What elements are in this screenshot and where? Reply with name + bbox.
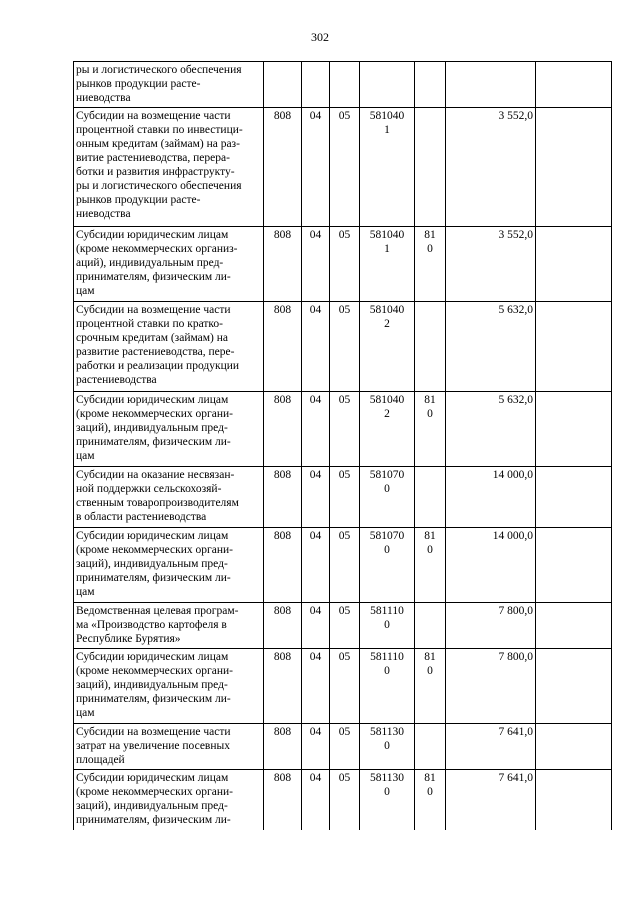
section-code: 04 [302, 227, 330, 302]
ministry-code: 808 [264, 302, 302, 392]
section-code: 04 [302, 603, 330, 649]
amount: 7 800,0 [446, 649, 536, 724]
ministry-code: 808 [264, 603, 302, 649]
expense-kind-code: 81 0 [415, 770, 446, 830]
row-description: ры и логистического обеспечения рынков продукции расте- ниеводства [74, 62, 264, 108]
table-row [74, 467, 612, 528]
empty-cell [536, 302, 612, 392]
table-row [74, 62, 612, 108]
target-article-code: 581040 1 [360, 108, 415, 227]
empty-cell [536, 724, 612, 770]
ministry-code: 808 [264, 649, 302, 724]
empty-cell [536, 392, 612, 467]
empty-cell [536, 467, 612, 528]
row-description: Субсидии на возмещение части затрат на увеличение посевных площадей [74, 724, 264, 770]
section-code: 04 [302, 108, 330, 227]
ministry-code: 808 [264, 770, 302, 830]
row-description: Субсидии юридическим лицам (кроме некоммерческих органи- заций), индивидуальным пред- принимателям, физическим ли- [74, 770, 264, 830]
target-article-code: 581040 2 [360, 392, 415, 467]
ministry-code: 808 [264, 467, 302, 528]
ministry-code: 808 [264, 724, 302, 770]
table-row [74, 649, 612, 724]
subsection-code: 05 [330, 724, 360, 770]
section-code: 04 [302, 770, 330, 830]
table-row [74, 302, 612, 392]
subsection-code: 05 [330, 467, 360, 528]
empty-cell [536, 227, 612, 302]
subsection-code: 05 [330, 649, 360, 724]
section-code: 04 [302, 649, 330, 724]
table-row [74, 528, 612, 603]
amount: 14 000,0 [446, 528, 536, 603]
subsection-code: 05 [330, 603, 360, 649]
ministry-code: 808 [264, 392, 302, 467]
ministry-code [264, 62, 302, 108]
row-description: Ведомственная целевая програм- ма «Производство картофеля в Республике Бурятия» [74, 603, 264, 649]
empty-cell [536, 108, 612, 227]
subsection-code [330, 62, 360, 108]
page-number: 302 [311, 30, 329, 44]
empty-cell [536, 603, 612, 649]
target-article-code: 581070 0 [360, 528, 415, 603]
amount: 3 552,0 [446, 227, 536, 302]
table-row [74, 227, 612, 302]
section-code: 04 [302, 392, 330, 467]
expense-kind-code [415, 302, 446, 392]
row-description: Субсидии на возмещение части процентной ставки по кратко- срочным кредитам (займам) на развитие растениеводства, пере- работки и реализации продукции растениеводства [74, 302, 264, 392]
section-code: 04 [302, 467, 330, 528]
expense-kind-code [415, 603, 446, 649]
table-row [74, 724, 612, 770]
expense-kind-code [415, 724, 446, 770]
amount: 3 552,0 [446, 108, 536, 227]
expense-kind-code: 81 0 [415, 392, 446, 467]
table-row [74, 108, 612, 227]
ministry-code: 808 [264, 528, 302, 603]
target-article-code: 581130 0 [360, 770, 415, 830]
amount: 14 000,0 [446, 467, 536, 528]
section-code [302, 62, 330, 108]
row-description: Субсидии юридическим лицам (кроме некоммерческих организ- аций), индивидуальным пред- принимателям, физическим ли- цам [74, 227, 264, 302]
expense-kind-code [415, 62, 446, 108]
subsection-code: 05 [330, 302, 360, 392]
row-description: Субсидии юридическим лицам (кроме некоммерческих органи- заций), индивидуальным пред- принимателям, физическим ли- цам [74, 528, 264, 603]
amount: 7 641,0 [446, 724, 536, 770]
subsection-code: 05 [330, 392, 360, 467]
row-description: Субсидии юридическим лицам (кроме некоммерческих органи- заций), индивидуальным пред- принимателям, физическим ли- цам [74, 392, 264, 467]
amount: 5 632,0 [446, 392, 536, 467]
expense-kind-code: 81 0 [415, 227, 446, 302]
table-row [74, 603, 612, 649]
section-code: 04 [302, 302, 330, 392]
subsection-code: 05 [330, 770, 360, 830]
target-article-code: 581070 0 [360, 467, 415, 528]
table-row [74, 770, 612, 830]
amount: 7 641,0 [446, 770, 536, 830]
expense-kind-code: 81 0 [415, 528, 446, 603]
row-description: Субсидии на возмещение части процентной ставки по инвестици- онным кредитам (займам) на раз- витие растениеводства, перера- ботки и развития инфраструкту- ры и логистического обеспечения рынков продукции расте- ниеводства [74, 108, 264, 227]
target-article-code: 581130 0 [360, 724, 415, 770]
ministry-code: 808 [264, 108, 302, 227]
target-article-code: 581040 1 [360, 227, 415, 302]
amount: 7 800,0 [446, 603, 536, 649]
target-article-code: 581110 0 [360, 603, 415, 649]
expense-kind-code [415, 108, 446, 227]
target-article-code: 581040 2 [360, 302, 415, 392]
subsection-code: 05 [330, 227, 360, 302]
target-article-code [360, 62, 415, 108]
subsection-code: 05 [330, 108, 360, 227]
expense-kind-code: 81 0 [415, 649, 446, 724]
section-code: 04 [302, 528, 330, 603]
ministry-code: 808 [264, 227, 302, 302]
empty-cell [536, 649, 612, 724]
table-row [74, 392, 612, 467]
row-description: Субсидии на оказание несвязан- ной поддержки сельскохозяй- ственным товаропроизводителям в области растениеводства [74, 467, 264, 528]
row-description: Субсидии юридическим лицам (кроме некоммерческих органи- заций), индивидуальным пред- принимателям, физическим ли- цам [74, 649, 264, 724]
subsection-code: 05 [330, 528, 360, 603]
empty-cell [536, 62, 612, 108]
amount [446, 62, 536, 108]
target-article-code: 581110 0 [360, 649, 415, 724]
amount: 5 632,0 [446, 302, 536, 392]
budget-table [73, 61, 612, 830]
empty-cell [536, 770, 612, 830]
empty-cell [536, 528, 612, 603]
expense-kind-code [415, 467, 446, 528]
section-code: 04 [302, 724, 330, 770]
